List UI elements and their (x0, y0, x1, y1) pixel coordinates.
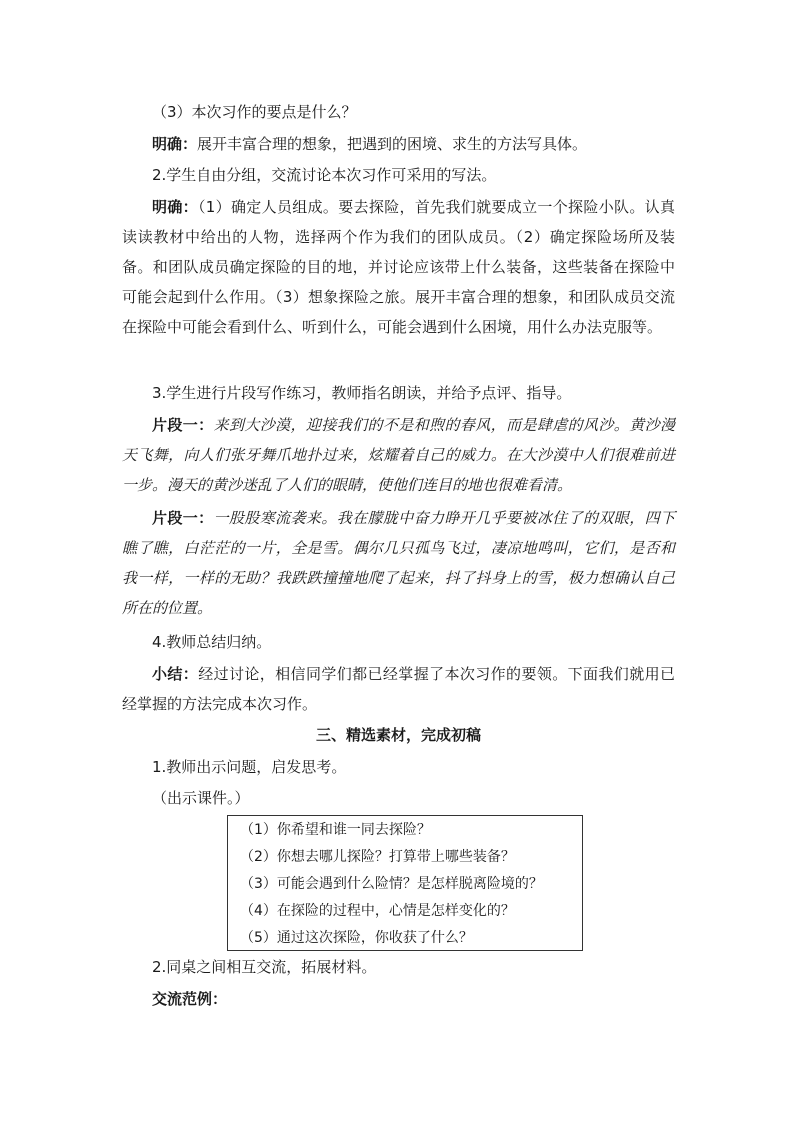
box-item: （2）你想去哪儿探险？打算带上哪些装备？ (240, 849, 515, 865)
step-3: 3.学生进行片段写作练习，教师指名朗读，并给予点评、指导。 (152, 384, 572, 402)
summary-paragraph (122, 659, 675, 719)
clarify-label: 明确： (152, 135, 198, 153)
courseware-note: （出示课件。） (152, 789, 250, 807)
summary-text: 经过讨论，相信同学们都已经掌握了本次习作的要领。下面我们就用已经掌握的方法完成本次习作。 (122, 665, 675, 713)
question-3: （3）本次习作的要点是什么？ (152, 103, 357, 121)
summary-label: 小结： (152, 665, 199, 683)
step-b2: 2.同桌之间相互交流，拓展材料。 (152, 958, 377, 976)
box-item: （4）在探险的过程中，心情是怎样变化的？ (240, 903, 515, 919)
fragment-label: 片段一： (152, 509, 214, 527)
fragment-1 (122, 410, 675, 500)
clarify-text: （1）确定人员组成。要去探险，首先我们就要成立一个探险小队。认真读读教材中给出的人物，选择两个作为我们的团队成员。（2）确定探险场所及装备。和团队成员确定探险的目的地，并讨论应该带上什么装备，这些装备在探险中可能会起到什么作用。（3）想象探险之旅。展开丰富合理的想象，和团队成员交流在探险中可能会看到什么、听到什么，可能会遇到什么困境，用什么办法克服等。 (122, 198, 675, 336)
fragment-text: 来到大沙漠，迎接我们的不是和煦的春风，而是肆虐的风沙。黄沙漫天飞舞，向人们张牙舞爪地扑过来，炫耀着自己的威力。在大沙漠中人们很难前进一步。漫天的黄沙迷乱了人们的眼睛，使他们连目的地也很难看清。 (122, 416, 675, 494)
clarify-label: 明确： (152, 198, 198, 216)
step-2: 2.学生自由分组，交流讨论本次习作可采用的写法。 (152, 166, 497, 184)
box-item: （1）你希望和谁一同去探险？ (240, 822, 431, 838)
clarify-text: 展开丰富合理的想象，把遇到的困境、求生的方法写具体。 (197, 135, 588, 153)
section-heading: 三、精选素材，完成初稿 (315, 726, 481, 744)
box-item: （5）通过这次探险，你收获了什么？ (240, 930, 473, 946)
step-4: 4.教师总结归纳。 (152, 633, 272, 651)
question-box (227, 815, 583, 951)
fragment-2 (122, 503, 675, 623)
box-item: （3）可能会遇到什么险情？是怎样脱离险境的？ (240, 876, 543, 892)
fragment-label: 片段一： (152, 416, 214, 434)
example-label: 交流范例： (152, 990, 228, 1008)
clarify-paragraph-2 (122, 192, 675, 342)
clarify-paragraph-1 (122, 129, 675, 159)
step-b1: 1.教师出示问题，启发思考。 (152, 758, 347, 776)
fragment-text: 一股股寒流袭来。我在朦胧中奋力睁开几乎要被冰住了的双眼，四下瞧了瞧，白茫茫的一片，全是雪。偶尔几只孤鸟飞过，凄凉地鸣叫，它们，是否和我一样，一样的无助？我跌跌撞撞地爬了起来，抖了抖身上的雪，极力想确认自己所在的位置。 (122, 509, 675, 617)
